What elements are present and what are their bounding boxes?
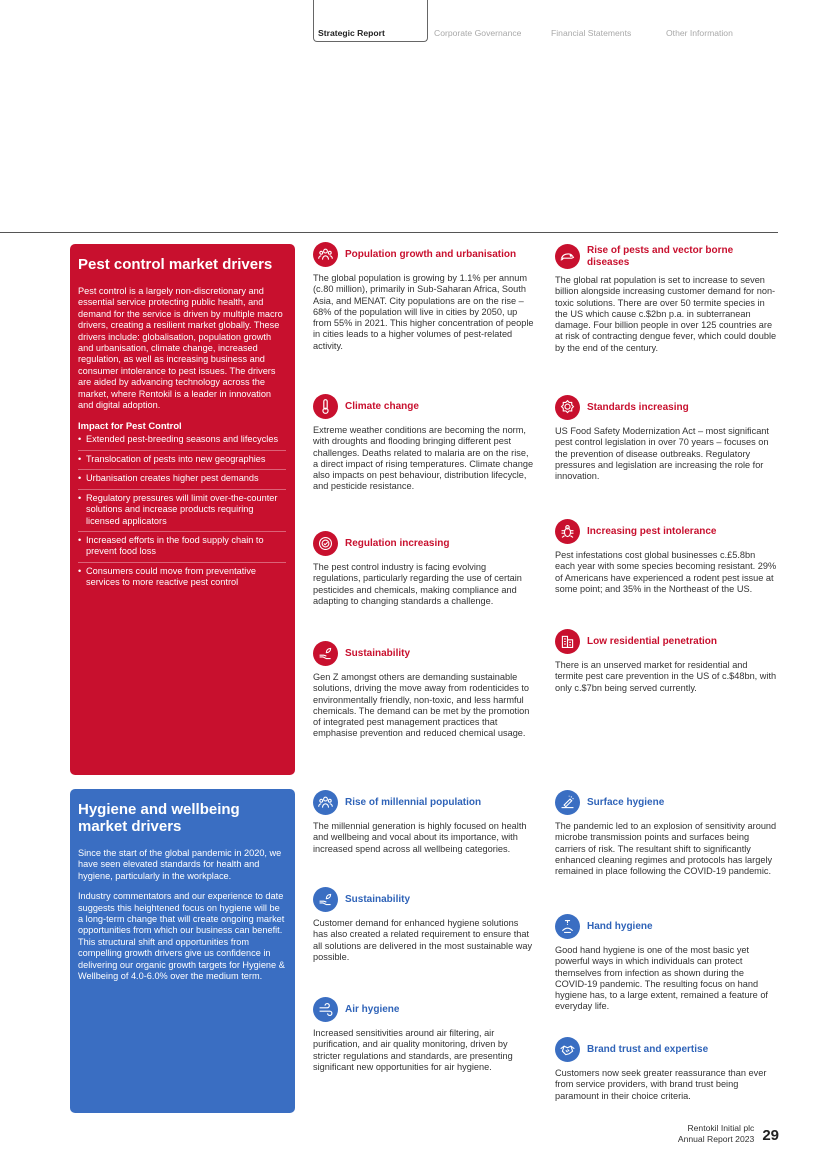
standards-badge-icon xyxy=(555,395,580,420)
driver-body: Increased sensitivities around air filtering, air purification, and air quality monitoring, driven by stricter regulations and standards, are presenting significant new opportunities for air hygiene. xyxy=(313,1028,513,1072)
driver-title: Rise of pests and vector borne diseases xyxy=(587,244,734,268)
impact-item: • Extended pest-breeding seasons and lifecycles xyxy=(78,434,286,450)
driver-body: Customer demand for enhanced hygiene solutions has also created a related requirement to ensure that all solutions are delivered in the most sustainable way possible. xyxy=(313,918,533,962)
driver-millennial xyxy=(313,790,535,855)
driver-rise-of-pests xyxy=(555,244,777,354)
spray-surface-icon xyxy=(555,790,580,815)
driver-population-growth xyxy=(313,242,535,352)
bug-icon xyxy=(555,519,580,544)
driver-title: Air hygiene xyxy=(345,1003,400,1015)
pest-panel-title: Pest control market drivers xyxy=(78,256,273,273)
tab-financial-statements[interactable]: Financial Statements xyxy=(551,28,632,38)
driver-title: Sustainability xyxy=(345,893,411,905)
hygiene-panel-title: Hygiene and wellbeing market drivers xyxy=(78,801,240,835)
driver-climate-change xyxy=(313,394,535,493)
driver-low-residential xyxy=(555,629,777,694)
footer-report: Annual Report 2023 xyxy=(677,1133,755,1144)
driver-body: The millennial generation is highly focused on health and wellbeing and vocal about its importance, with increased spend across all wellbeing categories. xyxy=(313,821,527,854)
driver-body: The pandemic led to an explosion of sensitivity around microbe transmission points and surfaces being carriers of risk. The resultant shift to significantly enhanced cleaning regimes and protocols has largely remained in place following the COVID-19 pandemic. xyxy=(555,821,777,877)
pest-panel-intro: Pest control is a largely non-discretionary and essential service protecting public health, and demand for the service is driven by multiple macro drivers, creating a resilient market globally. These drivers include: globalisation, population growth and urbanisation, climate change, increased regulation, as well as increasing business and consumer intolerance to pest issues. The drivers are aided by advancing technology across the market, where Rentokil is a leader in innovation and digital adoption. xyxy=(78,286,283,411)
footer-text xyxy=(678,1123,754,1144)
buildings-icon xyxy=(555,629,580,654)
driver-body: US Food Safety Modernization Act – most significant pest control legislation in over 70 years – focuses on the prevention of disease outbreaks. Regulatory pressures and legislation are increasing the role for innovation. xyxy=(555,426,769,482)
impact-item: • Consumers could move from preventative services to more reactive pest control xyxy=(78,566,286,593)
page-number: 29 xyxy=(762,1127,779,1144)
driver-body: There is an unserved market for residential and termite pest care prevention in the US of c.$48bn, with only c.$7bn being served currently. xyxy=(555,660,777,693)
driver-surface-hygiene xyxy=(555,790,777,877)
footer-company: Rentokil Initial plc xyxy=(687,1123,755,1133)
driver-body: The global population is growing by 1.1% per annum (c.80 million), primarily in Sub-Saharan Africa, South Asia, and MENAT. City populations are on the rise – 68% of the population will live in cities by 2050, up from 55% in 2021. This higher concentration of people in cities leads to a higher volumes of pest-related activity. xyxy=(313,273,534,351)
hygiene-panel-para1: Since the start of the global pandemic in 2020, we have seen elevated standards for health and hygiene, particularly in the workplace. xyxy=(78,848,282,881)
tab-corporate-governance[interactable]: Corporate Governance xyxy=(434,28,522,38)
impact-item: • Urbanisation creates higher pest demands xyxy=(78,473,286,489)
driver-title: Low residential penetration xyxy=(587,635,718,647)
driver-sustainability-pest xyxy=(313,641,535,740)
hygiene-panel xyxy=(70,789,295,1113)
regulation-seal-icon xyxy=(313,531,338,556)
pest-control-panel xyxy=(70,244,295,775)
driver-sustainability-hygiene xyxy=(313,887,535,963)
driver-body: The global rat population is set to increase to seven billion alongside increasing customer demand for non-toxic solutions. There are over 50 termite species in the US which cause c.$2bn p.a. in subterranean damage. Four billion people in over 125 countries are at risk of contracting dengue fever, which could double by the end of the century. xyxy=(555,275,777,353)
impact-item: • Increased efforts in the food supply chain to prevent food loss xyxy=(78,535,286,563)
driver-title: Rise of millennial population xyxy=(345,796,482,808)
driver-brand-trust xyxy=(555,1037,777,1102)
driver-regulation xyxy=(313,531,535,607)
driver-body: Good hand hygiene is one of the most basic yet powerful ways in which individuals can protect themselves from infection as shown during the COVID-19 pandemic. The resulting focus on hand hygiene has, to a large extent, remained a feature of everyday life. xyxy=(555,945,768,1012)
hand-wash-icon xyxy=(555,914,580,939)
driver-title: Standards increasing xyxy=(587,401,689,413)
people-group-icon xyxy=(313,790,338,815)
page-footer xyxy=(678,1123,779,1144)
people-group-icon xyxy=(313,242,338,267)
hand-leaf-icon xyxy=(313,641,338,666)
driver-standards xyxy=(555,395,777,482)
driver-air-hygiene xyxy=(313,997,535,1073)
driver-body: Customers now seek greater reassurance than ever from service providers, with brand trust being paramount in their choice criteria. xyxy=(555,1068,767,1101)
tab-strategic-report[interactable]: Strategic Report xyxy=(313,0,428,42)
impact-item: • Translocation of pests into new geographies xyxy=(78,454,286,470)
rat-icon xyxy=(555,244,580,269)
driver-hand-hygiene xyxy=(555,914,777,1013)
handshake-icon xyxy=(555,1037,580,1062)
air-icon xyxy=(313,997,338,1022)
driver-title: Climate change xyxy=(345,400,419,412)
driver-title: Increasing pest intolerance xyxy=(587,525,717,537)
driver-title: Brand trust and expertise xyxy=(587,1043,709,1055)
tab-other-information[interactable]: Other Information xyxy=(666,28,733,38)
driver-pest-intolerance xyxy=(555,519,777,595)
impact-list xyxy=(78,434,286,592)
driver-title: Surface hygiene xyxy=(587,796,665,808)
driver-body: Pest infestations cost global businesses c.£5.8bn each year with some species becoming resistant. 29% of Americans have experienced a rodent pest issue at some point; and 35% in the Northeast of the US. xyxy=(555,550,777,594)
driver-title: Population growth and urbanisation xyxy=(345,248,517,260)
driver-body: The pest control industry is facing evolving regulations, particularly regarding the use of certain pesticides and chemicals, making compliance and adapting to changing standards a challenge. xyxy=(313,562,522,606)
driver-title: Hand hygiene xyxy=(587,920,653,932)
driver-body: Gen Z amongst others are demanding sustainable solutions, driving the move away from rodenticides to environmentally friendly, non-toxic, and less harmful chemicals. The demand can be met by the promotion of integrated pest management practices that emphasise prevention and reduced chemical usage. xyxy=(313,672,530,739)
section-nav xyxy=(313,0,773,42)
thermometer-icon xyxy=(313,394,338,419)
hand-leaf-icon xyxy=(313,887,338,912)
section-divider xyxy=(0,232,778,233)
hygiene-panel-para2: Industry commentators and our experience to date suggests this heightened focus on hygiene will be a long-term change that will create ongoing market opportunities from which our business can benefit. This structural shift and opportunities from compelling growth drivers give us confidence in delivering our organic growth targets for Hygiene & Wellbeing of 4.0-6.0% over the medium term. xyxy=(78,891,285,982)
impact-heading: Impact for Pest Control xyxy=(78,420,182,432)
driver-title: Regulation increasing xyxy=(345,537,450,549)
driver-title: Sustainability xyxy=(345,647,411,659)
driver-body: Extreme weather conditions are becoming the norm, with droughts and flooding bringing different pest challenges. Deaths related to malaria are on the rise, a direct impact of rising temperatures. Climate change also impacts on pest behaviour, distribution lifecycle, and pesticide resistance. xyxy=(313,425,534,492)
impact-item: • Regulatory pressures will limit over-the-counter solutions and increase products requiring licensed applicators xyxy=(78,493,286,532)
